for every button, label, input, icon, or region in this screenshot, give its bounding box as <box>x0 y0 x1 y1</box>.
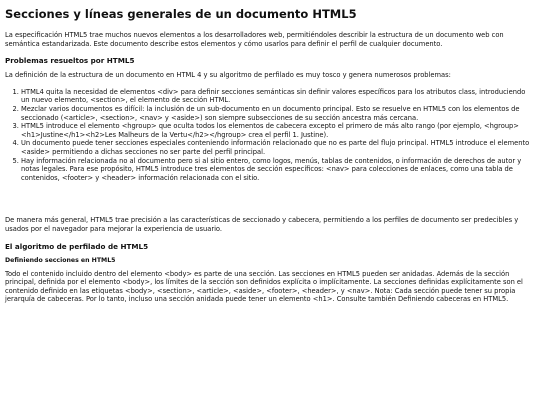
intro-paragraph: La especificación HTML5 trae muchos nuevos elementos a los desarrolladores web, permitiéndoles describir la estructura de un documento web con semántica estandarizada. Este documento describe estos elementos y cómo usarlos para definir el perfil de cualquier documento. <box>5 31 504 48</box>
page-title: Secciones y líneas generales de un documento HTML5 <box>5 7 357 21</box>
summary-paragraph: De manera más general, HTML5 trae precisión a las características de seccionado y cabecera, permitiendo a los perfiles de documento ser predecibles y usados por el navegador para mejorar la experiencia de usuario. <box>5 216 519 233</box>
defining-sections-paragraph: Todo el contenido incluido dentro del elemento <body> es parte de una sección. Las secciones en HTML5 pueden ser anidadas. Además de la sección principal, definida por el elemento <body>, los límites de la sección son definidos explícita o implícitamente. La secciones definidas explícitamente son el contenido definido en las etiquetas <body>, <section>, <article>, <aside>, <footer>, <header>, y <nav>. Nota: Cada sección puede tener su propia jerarquía de cabeceras. Por lo tanto, incluso una sección anidada puede tener un elemento <h1>. Consulte también Definiendo cabeceras en HTML5. <box>5 269 523 304</box>
list-item: 2. Mezclar varios documentos es difícil: la inclusión de un sub-documento en un documento principal. Esto se resuelve en HTML5 con los elementos de seccionado (<article>, <section>, <nav> y <aside>) son siempre subsecciones de su sección ancestra más cercana. <box>21 105 535 122</box>
blank-space <box>5 190 535 216</box>
problems-intro-paragraph: La definición de la estructura de un documento en HTML 4 y su algoritmo de perfilado es muy tosco y genera numerosos problemas: <box>5 71 451 80</box>
algorithm-heading: El algoritmo de perfilado de HTML5 <box>5 241 149 251</box>
problems-list <box>5 88 535 183</box>
list-item: 4. Un documento puede tener secciones especiales conteniendo información relacionado que no es parte del flujo principal. HTML5 introduce el elemento <aside> permitiendo a dichas secciones no ser parte del perfil principal. <box>21 139 535 156</box>
list-item: 5. Hay información relacionada no al documento pero si al sitio entero, como logos, menús, tablas de contenidos, o información de derechos de autor y notas legales. Para ese propósito, HTML5 introduce tres elementos de sección específicos: <nav> para colecciones de enlaces, como una tabla de contenidos, <footer> y <header> información relacionada con el sitio. <box>21 157 535 183</box>
problems-heading: Problemas resueltos por HTML5 <box>5 56 135 66</box>
list-item: 3. HTML5 introduce el elemento <hgroup> que oculta todos los elementos de cabecera excepto el primero de más alto rango (por ejemplo, <hgroup><h1>Justine</h1><h2>Les Malheurs de la Vertu</h2></hgroup> crea el perfil 1. Justine). <box>21 122 535 139</box>
defining-sections-heading: Definiendo secciones en HTML5 <box>5 256 116 264</box>
list-item: 1. HTML4 quita la necesidad de elementos <div> para definir secciones semánticas sin definir valores específicos para los atributos class, introduciendo un nuevo elemento, <section>, el elemento de sección HTML. <box>21 88 535 105</box>
